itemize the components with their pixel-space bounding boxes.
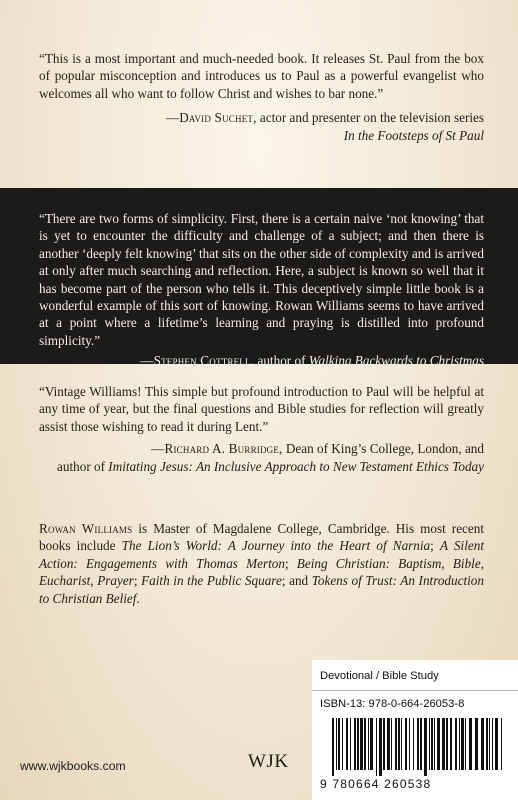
bio-text: is Master of Magdalene College, Cambridge. His most recent books include: [39, 521, 485, 554]
endorser-work: Imitating Jesus: An Inclusive Approach to New Testament Ethics Today: [108, 458, 484, 474]
barcode-bar: [481, 718, 484, 770]
author-bio-text: [39, 520, 484, 607]
endorser-name: —Richard A. Burridge,: [151, 441, 283, 457]
book-title: A Silent Action: Engagements with Thomas Merton: [39, 538, 484, 571]
barcode-bar: [405, 718, 407, 770]
barcode-bar: [489, 718, 490, 770]
isbn-label: ISBN-13: 978-0-664-26053-8: [320, 698, 465, 710]
barcode-bar: [379, 718, 382, 776]
barcode-bar: [442, 718, 445, 770]
endorser-work: Walking Backwards to Christmas: [308, 353, 484, 369]
book-category: Devotional / Bible Study: [320, 670, 439, 682]
barcode-bar: [501, 718, 502, 770]
barcode-bar: [376, 718, 377, 776]
barcode-bar: [346, 718, 348, 770]
barcode-bar: [336, 718, 337, 770]
barcode-bar: [360, 718, 363, 770]
barcode-bar: [350, 718, 351, 770]
author-name: Rowan Williams: [39, 521, 133, 536]
barcode-bar: [354, 718, 356, 770]
barcode-image: [328, 718, 510, 776]
endorsement-burridge: [39, 383, 484, 475]
book-title: Being Christian: Baptism, Bible, Eucharist, Prayer: [39, 555, 484, 589]
endorsement-text: “This is a most important and much-needed book. It releases St. Paul from the box of popular misconception and introduces us to Paul as a powerful evangelist who welcomes all who want to follow Christ and wishes to bar none.”: [39, 51, 484, 101]
barcode-bar: [455, 718, 457, 770]
barcode-bar: [475, 718, 478, 770]
barcode-bar: [420, 718, 422, 770]
bio-separator: ;: [133, 573, 142, 589]
barcode-panel: [312, 660, 518, 800]
endorsement-text: “Vintage Williams! This simple but profound introduction to Paul will be helpful at any time of year, but the final questions and Bible studies for reflection will greatly assist those wishing to read it during Lent.”: [39, 384, 484, 434]
barcode-bar: [434, 718, 435, 770]
barcode-digits: 9 780664 260538: [320, 777, 432, 791]
barcode-bar: [486, 718, 488, 770]
endorser-role: author of: [254, 353, 309, 369]
barcode-bar: [391, 718, 392, 770]
barcode-bar: [368, 718, 369, 770]
barcode-bar: [401, 718, 402, 770]
barcode-bar: [338, 718, 340, 770]
barcode-divider: [312, 690, 518, 691]
endorser-role: Dean of King’s College, London, and: [282, 441, 484, 457]
barcode-bar: [387, 718, 390, 770]
endorsement-cottrell: [39, 210, 484, 370]
book-title: Tokens of Trust: An Introduction to Christian Belief: [39, 573, 484, 606]
bio-separator: ;: [284, 555, 297, 571]
endorsement-suchet: [39, 50, 484, 144]
barcode-bar: [383, 718, 385, 770]
endorser-role-prefix: author of: [57, 458, 109, 474]
barcode-bar: [450, 718, 452, 770]
barcode-bar: [357, 718, 359, 770]
barcode-bar: [446, 718, 448, 770]
endorser-work: In the Footsteps of St Paul: [343, 127, 484, 143]
barcode-bar: [417, 718, 419, 770]
book-title: The Lion’s World: A Journey into the Heart of Narnia: [121, 538, 431, 554]
endorser-role: actor and presenter on the television series: [256, 110, 484, 126]
barcode-bar: [495, 718, 498, 770]
bio-separator: ; and: [281, 573, 312, 589]
endorsement-attribution: [39, 352, 484, 369]
barcode-bar: [431, 718, 433, 770]
bio-separator: ;: [430, 538, 440, 554]
barcode-bar: [342, 718, 343, 770]
barcode-bar: [409, 718, 410, 770]
barcode-bar: [332, 718, 334, 776]
endorser-name: —David Suchet,: [165, 110, 257, 126]
bio-end: .: [136, 590, 140, 606]
publisher-logo: WJK: [248, 751, 289, 772]
barcode-bar: [465, 718, 466, 770]
endorser-name: —Stephen Cottrell,: [140, 353, 255, 369]
barcode-bar: [461, 718, 464, 770]
barcode-bar: [492, 718, 493, 770]
barcode-bar: [437, 718, 440, 770]
endorsement-text: “There are two forms of simplicity. First, there is a certain naive ‘not knowing’ that is yet to encounter the difficulty and challenge of a subject; and then there is another ‘deeply felt knowing’ that sits on the other side of complexity and is arrived at only after much searching and reflection. Here, a subject is known so well that it has become part of the person who tells it. This deceptively simple little book is a wonderful example of this sort of knowing. Rowan Williams seems to have arrived at a point where a lifetime’s learning and praying is distilled into profound simplicity.”: [39, 211, 484, 348]
book-title: Faith in the Public Square: [141, 573, 282, 589]
author-bio: [39, 520, 484, 607]
barcode-bar: [364, 718, 366, 770]
barcode-bar: [459, 718, 460, 770]
barcode-bar: [413, 718, 414, 770]
barcode-bar: [395, 718, 397, 770]
barcode-bar: [429, 718, 430, 770]
barcode-bar: [398, 718, 400, 770]
endorsement-attribution: [39, 440, 484, 475]
endorsement-attribution: [39, 109, 484, 144]
barcode-bar: [424, 718, 427, 776]
barcode-bar: [469, 718, 472, 770]
publisher-website: www.wjkbooks.com: [20, 759, 126, 773]
barcode-bar: [370, 718, 373, 770]
